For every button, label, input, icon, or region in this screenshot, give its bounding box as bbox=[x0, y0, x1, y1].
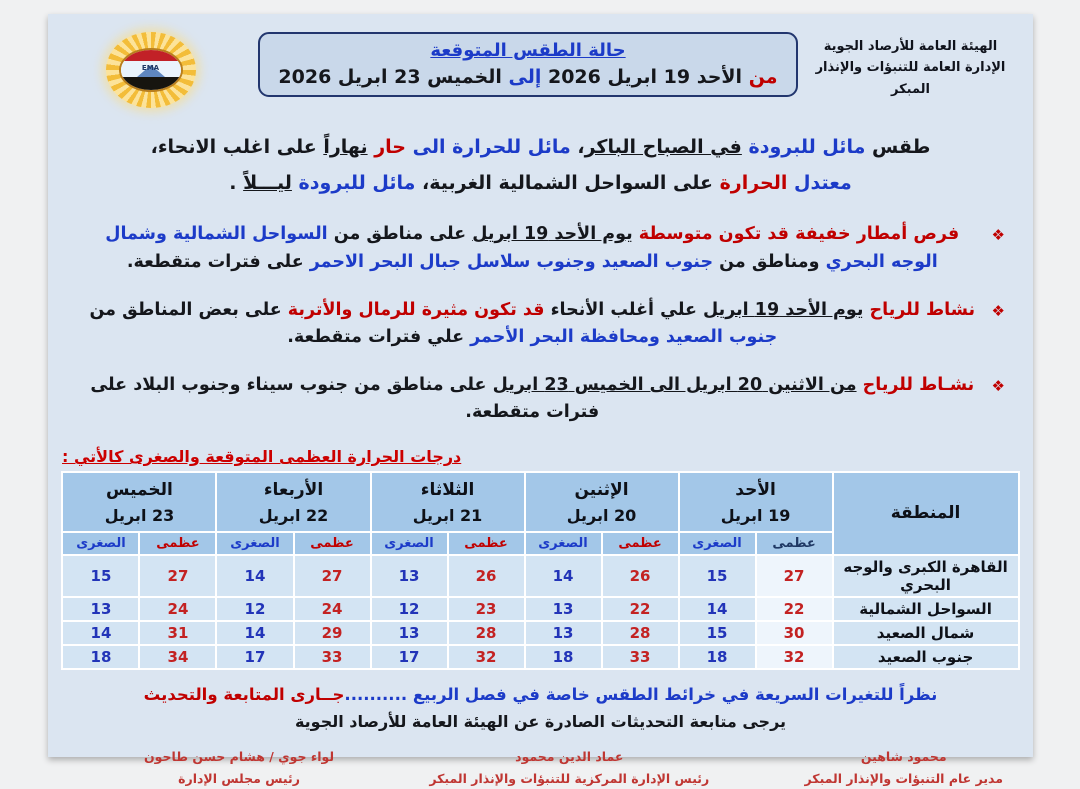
temperature-table bbox=[61, 471, 1019, 669]
min-temp-cell: 14 bbox=[62, 621, 139, 645]
min-temp-cell: 14 bbox=[679, 597, 756, 621]
region-cell: السواحل الشمالية bbox=[833, 597, 1019, 621]
table-row bbox=[62, 597, 1018, 621]
day-date: 21 ابريل bbox=[412, 505, 483, 525]
min-temp-cell: 14 bbox=[525, 555, 602, 597]
table-caption: درجات الحرارة العظمى المتوقعة والصغرى كالأتي : bbox=[62, 447, 462, 467]
text-segment: قد تكون مثيرة للرمال والأتربة bbox=[287, 299, 545, 320]
min-temp-cell: 18 bbox=[525, 645, 602, 669]
min-temp-cell: 14 bbox=[216, 555, 293, 597]
bullet-text bbox=[82, 297, 983, 351]
max-temp-cell: 32 bbox=[448, 645, 525, 669]
signature-name: محمود شاهين bbox=[860, 749, 947, 765]
min-temp-cell: 13 bbox=[525, 621, 602, 645]
min-label-cell: الصغرى bbox=[371, 532, 448, 555]
text-segment: .......... bbox=[344, 684, 408, 704]
text-segment: علي أغلب الأنحاء bbox=[544, 299, 704, 320]
text-segment: على مناطق من جنوب سيناء وجنوب البلاد على فترات متقطعة. bbox=[90, 374, 600, 423]
authority-line-1: الهيئة العامة للأرصاد الجوية bbox=[823, 39, 998, 54]
table-row bbox=[62, 645, 1018, 669]
logo-sky-band bbox=[121, 61, 181, 77]
signatures-row bbox=[144, 746, 1003, 789]
max-temp-cell: 29 bbox=[294, 621, 371, 645]
min-temp-cell: 18 bbox=[679, 645, 756, 669]
min-temp-cell: 13 bbox=[371, 555, 448, 597]
region-cell: جنوب الصعيد bbox=[833, 645, 1019, 669]
signature-block-forecast-director bbox=[805, 746, 1003, 789]
day-header-cell bbox=[371, 472, 525, 531]
note-line-2: يرجى متابعة التحديثات الصادرة عن الهيئة العامة للأرصاد الجوية bbox=[294, 712, 787, 732]
day-name: الثلاثاء bbox=[420, 480, 475, 501]
text-segment: على السواحل الشمالية الغربية، bbox=[415, 171, 713, 194]
max-label-cell: عظمى bbox=[139, 532, 216, 555]
max-label-cell: عظمى bbox=[448, 532, 525, 555]
text-segment: يوم الأحد 19 ابريل bbox=[703, 299, 864, 320]
table-body bbox=[62, 555, 1018, 669]
sun-emblem-icon bbox=[106, 32, 196, 108]
bullet-item bbox=[82, 297, 1005, 351]
diamond-bullet-icon: ❖ bbox=[991, 301, 1005, 320]
page-title: حالة الطقس المتوقعة bbox=[430, 40, 626, 61]
max-temp-cell: 26 bbox=[602, 555, 679, 597]
min-temp-cell: 14 bbox=[216, 621, 293, 645]
signature-block-chairman bbox=[144, 746, 334, 789]
text-segment: ، bbox=[570, 136, 585, 158]
max-temp-cell: 28 bbox=[602, 621, 679, 645]
intro-line-2 bbox=[78, 166, 1003, 202]
logo-red-band bbox=[121, 50, 181, 61]
max-temp-cell: 31 bbox=[139, 621, 216, 645]
max-label-cell: عظمى bbox=[602, 532, 679, 555]
diamond-bullet-icon: ❖ bbox=[991, 226, 1005, 245]
signature-title: مدير عام التنبؤات والإنذار المبكر bbox=[804, 770, 1003, 786]
min-temp-cell: 17 bbox=[216, 645, 293, 669]
text-segment: على فترات متقطعة. bbox=[126, 251, 310, 272]
table-row bbox=[62, 621, 1018, 645]
signature-title: رئيس الإدارة المركزية للتنبؤات والإنذار المبكر bbox=[429, 770, 710, 786]
day-date: 23 ابريل bbox=[104, 505, 175, 525]
min-label-cell: الصغرى bbox=[216, 532, 293, 555]
min-temp-cell: 15 bbox=[62, 555, 139, 597]
diamond-bullet-icon: ❖ bbox=[991, 376, 1005, 395]
max-temp-cell: 27 bbox=[139, 555, 216, 597]
text-segment: على بعض المناطق من bbox=[89, 299, 288, 320]
text-segment: مائل للحرارة الى bbox=[405, 136, 571, 158]
max-temp-cell: 22 bbox=[602, 597, 679, 621]
day-header-cell bbox=[216, 472, 370, 531]
max-temp-cell: 33 bbox=[602, 645, 679, 669]
day-date: 20 ابريل bbox=[566, 505, 637, 525]
text-segment: يوم الأحد 19 ابريل bbox=[472, 224, 633, 245]
day-name: الخميس bbox=[106, 480, 173, 501]
text-segment: . bbox=[229, 171, 244, 194]
bulletin-header bbox=[48, 14, 1033, 108]
min-label-cell: الصغرى bbox=[62, 532, 139, 555]
min-temp-cell: 13 bbox=[62, 597, 139, 621]
text-segment: فرص أمطار خفيفة قد تكون متوسطة bbox=[632, 224, 960, 245]
weather-bulletin-document bbox=[48, 14, 1033, 786]
day-header-cell bbox=[679, 472, 833, 531]
signature-block-central-admin-head bbox=[429, 746, 709, 789]
table-caption-row bbox=[62, 447, 1033, 466]
text-segment: مائل للبرودة bbox=[741, 136, 866, 158]
bullet-list bbox=[82, 221, 1005, 426]
max-temp-cell: 22 bbox=[756, 597, 833, 621]
text-segment: جنوب الصعيد ومحافظة البحر الأحمر bbox=[470, 326, 778, 347]
day-name: الأربعاء bbox=[263, 480, 324, 501]
text-segment: علي فترات متقطعة. bbox=[287, 326, 471, 347]
min-temp-cell: 15 bbox=[679, 555, 756, 597]
min-temp-cell: 12 bbox=[216, 597, 293, 621]
text-segment: على مناطق من bbox=[327, 224, 473, 245]
max-temp-cell: 26 bbox=[448, 555, 525, 597]
region-header-cell: المنطقة bbox=[833, 472, 1019, 554]
text-segment: من الاثنين 20 ابريل الى الخميس 23 ابريل bbox=[492, 374, 857, 395]
day-header-row bbox=[62, 472, 1018, 531]
logo-container bbox=[43, 26, 258, 108]
day-header-cell bbox=[525, 472, 679, 531]
bullet-item bbox=[82, 372, 1005, 426]
date-range bbox=[268, 66, 788, 88]
min-label-cell: الصغرى bbox=[525, 532, 602, 555]
min-temp-cell: 12 bbox=[371, 597, 448, 621]
text-segment: الحرارة bbox=[712, 171, 788, 194]
text-segment: في الصباح الباكر bbox=[584, 136, 742, 158]
text-segment: إلى bbox=[501, 66, 542, 88]
max-temp-cell: 34 bbox=[139, 645, 216, 669]
text-segment: على اغلب الانحاء، bbox=[150, 136, 324, 158]
max-temp-cell: 24 bbox=[139, 597, 216, 621]
max-temp-cell: 24 bbox=[294, 597, 371, 621]
max-label-cell: عظمى bbox=[756, 532, 833, 555]
text-segment: حار bbox=[367, 136, 406, 158]
text-segment: السواحل الشمالية وشمال الوجه البحري bbox=[105, 224, 938, 272]
max-temp-cell: 33 bbox=[294, 645, 371, 669]
day-date: 22 ابريل bbox=[258, 505, 329, 525]
signature-name: لواء جوي / هشام حسن طاحون bbox=[144, 749, 335, 765]
text-segment: من bbox=[742, 66, 778, 88]
note-line-1 bbox=[48, 683, 1033, 708]
text-segment: نهاراً bbox=[323, 136, 368, 158]
region-cell: شمال الصعيد bbox=[833, 621, 1019, 645]
day-header-cell bbox=[62, 472, 216, 531]
authority-line-2: الإدارة العامة للتنبؤات والإنذار المبكر bbox=[815, 60, 1006, 97]
ema-logo-oval bbox=[119, 48, 183, 92]
text-segment: جنوب الصعيد وجنوب سلاسل جبال البحر الاحمر bbox=[309, 251, 714, 272]
title-box bbox=[258, 32, 798, 97]
min-temp-cell: 15 bbox=[679, 621, 756, 645]
bullet-text bbox=[82, 221, 983, 275]
max-temp-cell: 27 bbox=[294, 555, 371, 597]
text-segment: نظراً للتغيرات السريعة في خرائط الطقس خاصة في فصل الربيع bbox=[407, 684, 938, 704]
region-cell: القاهرة الكبرى والوجه البحري bbox=[833, 555, 1019, 597]
max-temp-cell: 27 bbox=[756, 555, 833, 597]
day-name: الأحد bbox=[735, 480, 776, 501]
text-segment: الأحد 19 ابريل 2026 bbox=[541, 66, 743, 88]
text-segment: الخميس 23 ابريل 2026 bbox=[278, 66, 502, 88]
intro-line-1 bbox=[78, 130, 1003, 166]
max-label-cell: عظمى bbox=[294, 532, 371, 555]
max-temp-cell: 30 bbox=[756, 621, 833, 645]
min-temp-cell: 13 bbox=[371, 621, 448, 645]
authority-name bbox=[798, 26, 1023, 100]
logo-text: EMA bbox=[141, 64, 160, 72]
min-temp-cell: 13 bbox=[525, 597, 602, 621]
text-segment: نشاط للرياح bbox=[863, 299, 976, 320]
text-segment: ليـــلاً bbox=[243, 171, 292, 194]
min-temp-cell: 17 bbox=[371, 645, 448, 669]
bullet-text bbox=[82, 372, 983, 426]
text-segment: نشـاط للرياح bbox=[856, 374, 975, 395]
intro-paragraph bbox=[78, 130, 1003, 201]
max-temp-cell: 28 bbox=[448, 621, 525, 645]
text-segment: جــارى المتابعة والتحديث bbox=[143, 684, 345, 704]
text-segment: طقس bbox=[865, 136, 931, 158]
signature-title: رئيس مجلس الإدارة bbox=[178, 770, 300, 786]
signature-name: عماد الدين محمود bbox=[515, 749, 624, 765]
min-temp-cell: 18 bbox=[62, 645, 139, 669]
day-name: الإثنين bbox=[574, 480, 629, 501]
day-date: 19 ابريل bbox=[720, 505, 791, 525]
bullet-item bbox=[82, 221, 1005, 275]
text-segment: ومناطق من bbox=[713, 251, 826, 272]
min-label-cell: الصغرى bbox=[679, 532, 756, 555]
table-row bbox=[62, 555, 1018, 597]
max-temp-cell: 23 bbox=[448, 597, 525, 621]
max-temp-cell: 32 bbox=[756, 645, 833, 669]
text-segment: مائل للبرودة bbox=[291, 171, 416, 194]
logo-black-band bbox=[121, 77, 181, 90]
text-segment: معتدل bbox=[787, 171, 852, 194]
